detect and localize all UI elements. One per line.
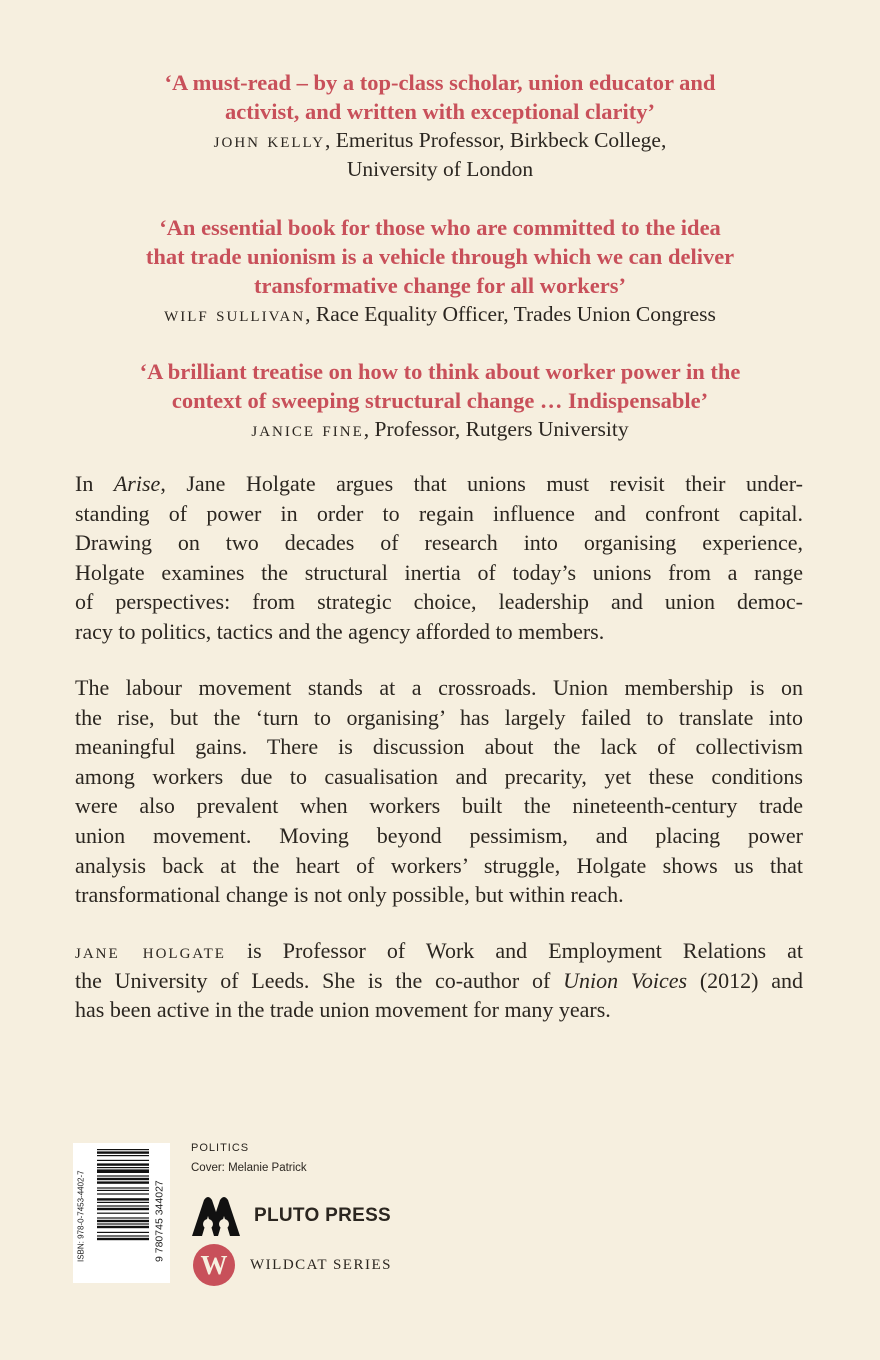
endorsement-3-attribution xyxy=(60,415,820,444)
description-paragraph-1 xyxy=(75,469,803,647)
author-bio-name: jane holgate xyxy=(75,938,226,963)
description-p1-line-6: racy to politics, tactics and the agency afforded to members. xyxy=(75,618,605,644)
barcode-bar xyxy=(97,1175,149,1176)
barcode-bar xyxy=(97,1205,149,1206)
barcode-bar xyxy=(97,1223,149,1224)
barcode-bar xyxy=(97,1155,149,1156)
description-p1-line-2: standing of power in order to regain influence and confront capital. xyxy=(75,500,803,526)
barcode-bar xyxy=(97,1190,149,1191)
barcode-bar xyxy=(97,1149,149,1150)
description-p2-line-2: the rise, but the ‘turn to organising’ has largely failed to translate into xyxy=(75,704,803,730)
endorsement-2-affiliation: , Race Equality Officer, Trades Union Congress xyxy=(305,302,716,326)
description-p1-line-3: Drawing on two decades of research into organising experience, xyxy=(75,530,803,556)
endorsement-1-affiliation-line-1: , Emeritus Professor, Birkbeck College, xyxy=(325,128,667,152)
publisher-name: PLUTO PRESS xyxy=(254,1205,392,1226)
book-title-italic: Arise xyxy=(113,471,161,496)
author-bio-line-3: has been active in the trade union movement for many years. xyxy=(75,997,611,1023)
description-p2-line-8: transformational change is not only possible, but within reach. xyxy=(75,882,624,908)
barcode-bar xyxy=(97,1235,149,1236)
barcode-bar xyxy=(97,1226,149,1228)
endorsement-3-author: janice fine xyxy=(251,417,364,441)
wildcat-icon xyxy=(192,1243,236,1287)
barcode-bar xyxy=(97,1238,149,1240)
series-logo xyxy=(192,1243,392,1287)
barcode-bar xyxy=(97,1187,149,1188)
endorsement-2-author: wilf sullivan xyxy=(164,302,306,326)
barcode-bar xyxy=(97,1167,149,1168)
description-paragraph-2 xyxy=(75,673,803,910)
description-p1-intro: In xyxy=(75,471,114,496)
pluto-press-icon xyxy=(190,1194,242,1238)
endorsement-1-affiliation-line-2: University of London xyxy=(346,157,534,181)
series-name: WILDCAT SERIES xyxy=(250,1256,392,1273)
author-bio-line-2-post: (2012) and xyxy=(687,967,804,993)
author-bio-line-1-rest: is Professor of Work and Employment Relations at xyxy=(225,938,803,963)
description-p2-line-5: were also prevalent when workers built the nineteenth-century trade xyxy=(75,793,803,819)
endorsement-3-affiliation: , Professor, Rutgers University xyxy=(363,417,629,441)
endorsement-2-quote-line-2: that trade unionism is a vehicle through which we can deliver xyxy=(145,244,735,269)
description-p1-line-4: Holgate examines the structural inertia of today’s unions from a range xyxy=(75,559,803,585)
endorsement-1-quote-line-2: activist, and written with exceptional clarity’ xyxy=(225,99,655,124)
barcode-bar xyxy=(97,1193,149,1194)
endorsement-3 xyxy=(60,357,820,444)
author-bio-line-2-pre: the University of Leeds. She is the co-author of xyxy=(75,967,564,993)
isbn-barcode xyxy=(73,1143,170,1283)
wildcat-icon-letter: W xyxy=(200,1250,228,1280)
endorsement-1-attribution xyxy=(60,126,820,155)
endorsement-3-quote-line-2: context of sweeping structural change … Indispensable’ xyxy=(171,388,709,413)
barcode-bar xyxy=(97,1151,149,1153)
category-label: POLITICS xyxy=(191,1142,250,1154)
author-bio-line-2 xyxy=(75,966,803,996)
author-bio xyxy=(75,936,803,1025)
author-bio-line-1 xyxy=(75,936,803,966)
author-bio-book-title: Union Voices xyxy=(563,967,688,993)
barcode-bar xyxy=(97,1178,149,1180)
endorsement-1 xyxy=(60,68,820,184)
description-p2-line-7: analysis back at the heart of workers’ struggle, Holgate shows us that xyxy=(75,852,803,878)
barcode-digits: 9 780745 344027 xyxy=(153,1180,166,1262)
description-p1-line-1-rest: , Jane Holgate argues that unions must revisit their under- xyxy=(160,471,804,496)
endorsement-2-attribution xyxy=(60,300,820,329)
barcode-bar xyxy=(97,1198,149,1200)
description-p2-line-3: meaningful gains. There is discussion about the lack of collectivism xyxy=(75,734,803,760)
endorsement-1-quote-line-1: ‘A must-read – by a top-class scholar, union educator and xyxy=(164,70,716,95)
barcode-bar xyxy=(97,1208,149,1210)
barcode-bar xyxy=(97,1181,149,1183)
publisher-logo xyxy=(190,1194,391,1238)
endorsement-1-author: john kelly xyxy=(213,128,326,152)
description-p2-line-1: The labour movement stands at a crossroads. Union membership is on xyxy=(75,675,803,700)
barcode-bar xyxy=(97,1220,149,1222)
barcode-bar xyxy=(97,1202,149,1203)
endorsement-2-quote-line-3: transformative change for all workers’ xyxy=(254,273,626,298)
barcode-bar xyxy=(97,1232,149,1233)
barcode-bar xyxy=(97,1213,149,1214)
barcode-bar xyxy=(97,1163,149,1165)
endorsement-2-quote-line-1: ‘An essential book for those who are committed to the idea xyxy=(159,215,721,240)
description-p1-line-1 xyxy=(75,469,803,499)
barcode-bars xyxy=(97,1149,149,1240)
barcode-bar xyxy=(97,1169,149,1173)
barcode-bar xyxy=(97,1217,149,1218)
description-p1-line-5: of perspectives: from strategic choice, leadership and union democ- xyxy=(75,589,803,615)
description-p2-line-4: among workers due to casualisation and precarity, yet these conditions xyxy=(75,763,803,789)
endorsement-2 xyxy=(60,213,820,329)
barcode-bar xyxy=(97,1160,149,1161)
cover-credit: Cover: Melanie Patrick xyxy=(191,1162,307,1174)
barcode-graphic xyxy=(73,1143,170,1283)
endorsement-3-quote-line-1: ‘A brilliant treatise on how to think about worker power in the xyxy=(139,359,741,384)
description-p2-line-6: union movement. Moving beyond pessimism, and placing power xyxy=(75,822,803,848)
isbn-text: ISBN: 978-0-7453-4402-7 xyxy=(76,1170,86,1262)
